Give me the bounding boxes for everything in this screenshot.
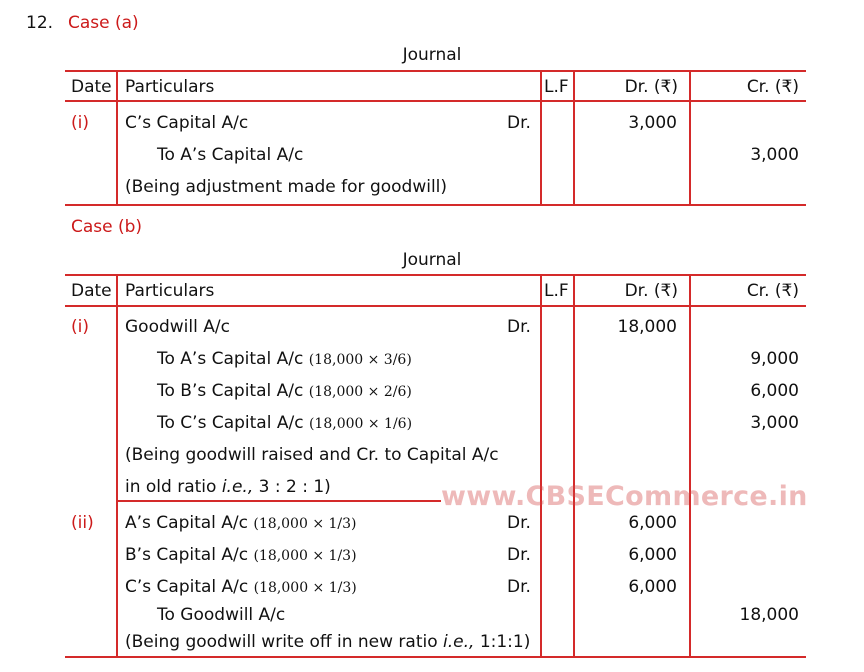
- debit-account: C’s Capital A/c: [125, 113, 249, 133]
- header-lf: L.F: [544, 281, 569, 301]
- table-b-header-rule: [65, 305, 806, 307]
- credit-amount: 9,000: [750, 349, 799, 369]
- table-a-col-divider: [689, 70, 691, 206]
- header-particulars: Particulars: [125, 77, 215, 97]
- debit-account: B’s Capital A/c: [125, 545, 249, 565]
- table-a-top-rule: [65, 70, 806, 72]
- entry-separator: [118, 500, 441, 502]
- case-b-label: Case (b): [71, 217, 143, 237]
- narration-text: (Being goodwill write off in new ratio: [125, 632, 444, 652]
- table-b-col-divider: [540, 274, 542, 658]
- watermark: www.CBSECommerce.in: [441, 481, 808, 512]
- debit-line: [125, 545, 357, 566]
- credit-calc: (18,000 × 1/6): [308, 416, 413, 432]
- dr-marker: Dr.: [507, 317, 531, 337]
- debit-line: [125, 577, 357, 598]
- narration: (Being adjustment made for goodwill): [125, 177, 448, 197]
- narration: [125, 632, 530, 652]
- narration-line-2: [125, 477, 331, 497]
- credit-line: [157, 381, 412, 402]
- credit-account: To B’s Capital A/c: [157, 381, 304, 401]
- narration-line-1: (Being goodwill raised and Cr. to Capital A/c: [125, 445, 499, 465]
- credit-line: [157, 413, 412, 434]
- credit-amount: 18,000: [739, 605, 799, 625]
- credit-amount: 3,000: [750, 413, 799, 433]
- debit-account: A’s Capital A/c: [125, 513, 249, 533]
- debit-account: C’s Capital A/c: [125, 577, 249, 597]
- entry-date: (ii): [71, 513, 94, 533]
- header-cr: Cr. (₹): [746, 281, 799, 301]
- credit-amount: 6,000: [750, 381, 799, 401]
- table-a-header-rule: [65, 100, 806, 102]
- debit-amount: 18,000: [617, 317, 677, 337]
- table-a-bottom-rule: [65, 204, 806, 206]
- debit-account: Goodwill A/c: [125, 317, 230, 337]
- journal-title-a: Journal: [402, 45, 462, 65]
- narration-italic: i.e.,: [221, 477, 254, 497]
- credit-account: To C’s Capital A/c: [157, 413, 304, 433]
- debit-amount: 6,000: [628, 577, 677, 597]
- debit-calc: (18,000 × 1/3): [253, 548, 357, 564]
- credit-amount: 3,000: [750, 145, 799, 165]
- table-b-bottom-rule: [65, 656, 806, 658]
- debit-amount: 6,000: [628, 513, 677, 533]
- dr-marker: Dr.: [507, 577, 531, 597]
- table-a-col-divider: [540, 70, 542, 206]
- narration-text: 1:1:1): [474, 632, 531, 652]
- credit-calc: (18,000 × 2/6): [308, 384, 412, 400]
- header-date: Date: [71, 281, 112, 301]
- table-a-col-divider: [573, 70, 575, 206]
- header-cr: Cr. (₹): [746, 77, 799, 97]
- debit-calc: (18,000 × 1/3): [253, 580, 357, 596]
- credit-calc: (18,000 × 3/6): [308, 352, 412, 368]
- entry-date: (i): [71, 317, 89, 337]
- header-particulars: Particulars: [125, 281, 215, 301]
- header-dr: Dr. (₹): [624, 77, 678, 97]
- credit-account: To A’s Capital A/c: [157, 349, 304, 369]
- question-number: 12.: [26, 13, 54, 33]
- credit-line: [157, 349, 412, 370]
- dr-marker: Dr.: [507, 113, 531, 133]
- header-date: Date: [71, 77, 112, 97]
- header-lf: L.F: [544, 77, 569, 97]
- entry-date: (i): [71, 113, 89, 133]
- table-b-col-divider: [573, 274, 575, 658]
- debit-amount: 6,000: [628, 545, 677, 565]
- table-b-top-rule: [65, 274, 806, 276]
- narration-text: in old ratio: [125, 477, 222, 497]
- case-a-label: Case (a): [68, 13, 139, 33]
- narration-italic: i.e.,: [443, 632, 475, 652]
- table-b-col-divider: [689, 274, 691, 658]
- header-dr: Dr. (₹): [624, 281, 678, 301]
- table-a-col-divider: [116, 70, 118, 206]
- credit-account: To A’s Capital A/c: [157, 145, 304, 165]
- credit-account: To Goodwill A/c: [157, 605, 286, 625]
- debit-line: [125, 513, 357, 534]
- dr-marker: Dr.: [507, 545, 531, 565]
- debit-calc: (18,000 × 1/3): [253, 516, 357, 532]
- debit-amount: 3,000: [628, 113, 677, 133]
- dr-marker: Dr.: [507, 513, 531, 533]
- table-b-col-divider: [116, 274, 118, 658]
- narration-text: 3 : 2 : 1): [253, 477, 331, 497]
- journal-title-b: Journal: [402, 250, 462, 270]
